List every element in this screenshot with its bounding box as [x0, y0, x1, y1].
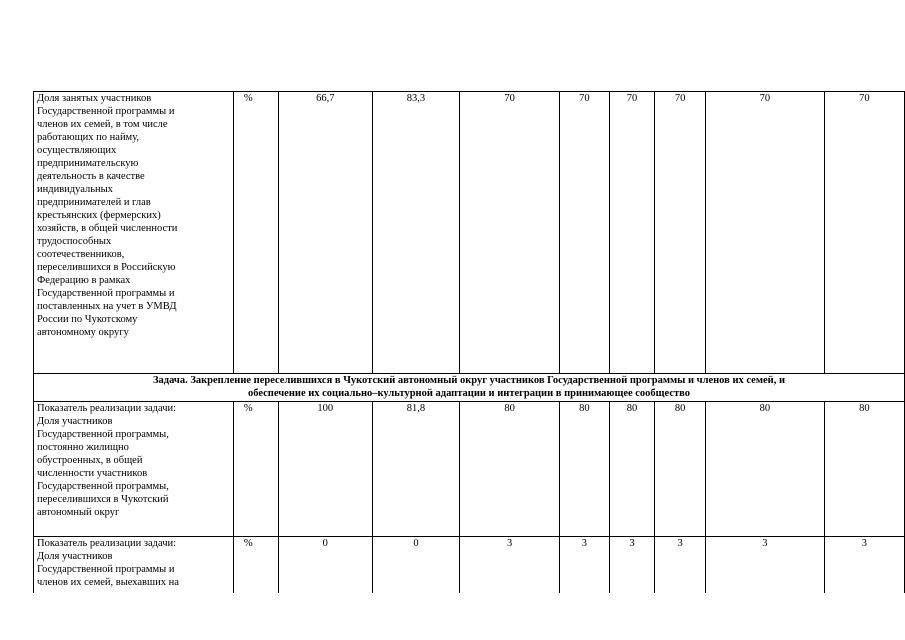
task-heading [34, 374, 905, 402]
value-cell: 83,3 [372, 92, 459, 374]
indicator-description [34, 537, 234, 593]
text-line: Показатель реализации задачи: [37, 403, 177, 414]
value-cell: 70 [560, 92, 610, 374]
text-line: Доля участников [37, 416, 113, 427]
value-cell: 70 [655, 92, 706, 374]
text-line: Федерацию в рамках [37, 275, 131, 286]
text-line: хозяйств, в общей численности [37, 223, 178, 234]
text-line: Доля участников [37, 551, 113, 562]
text-line: численности участников [37, 468, 148, 479]
value-cell: 3 [460, 537, 560, 593]
value-cell: 0 [278, 537, 372, 593]
text-line: обустроенных, в общей [37, 455, 143, 466]
value-cell: 80 [560, 402, 610, 537]
value-cell: 3 [655, 537, 706, 593]
value-cell: 3 [560, 537, 610, 593]
text-line: крестьянских (фермерских) [37, 210, 161, 221]
text-line: России по Чукотскому [37, 314, 138, 325]
text-line: работающих по найму, [37, 132, 140, 143]
text-line: автономный округ [37, 507, 120, 518]
value-cell: 70 [705, 92, 824, 374]
value-cell: 80 [705, 402, 824, 537]
unit-cell: % [233, 402, 278, 537]
text-line: автономному округу [37, 327, 129, 338]
table-row [34, 402, 905, 537]
table-row [34, 537, 905, 593]
table-row [34, 92, 905, 374]
text-line: предпринимателей и глав [37, 197, 151, 208]
value-cell: 70 [824, 92, 904, 374]
text-line: членов их семей, выехавших на [37, 577, 179, 588]
unit-cell: % [233, 92, 278, 374]
value-cell: 80 [460, 402, 560, 537]
task-row [34, 374, 905, 402]
text-line: Показатель реализации задачи: [37, 538, 177, 549]
value-cell: 100 [278, 402, 372, 537]
text-line: переселившихся в Российскую [37, 262, 176, 273]
value-cell: 3 [609, 537, 655, 593]
indicators-table [33, 91, 905, 593]
indicator-description [34, 402, 234, 537]
text-line: соотечественников, [37, 249, 125, 260]
value-cell: 66,7 [278, 92, 372, 374]
value-cell: 70 [460, 92, 560, 374]
text-line: предпринимательскую [37, 158, 139, 169]
text-line: Доля занятых участников [37, 93, 152, 104]
text-line: Государственной программы и [37, 106, 175, 117]
text-line: Государственной программы и [37, 288, 175, 299]
value-cell: 0 [372, 537, 459, 593]
unit-cell: % [233, 537, 278, 593]
value-cell: 81,8 [372, 402, 459, 537]
value-cell: 3 [824, 537, 904, 593]
value-cell: 80 [655, 402, 706, 537]
text-line: Государственной программы, [37, 481, 169, 492]
value-cell: 80 [609, 402, 655, 537]
text-line: Государственной программы и [37, 564, 175, 575]
value-cell: 70 [609, 92, 655, 374]
task-heading-line: Задача. Закрепление переселившихся в Чукотский автономный округ участников Государственной программы и членов их семей, и [152, 375, 786, 386]
text-line: деятельность в качестве [37, 171, 145, 182]
value-cell: 80 [824, 402, 904, 537]
value-cell: 3 [705, 537, 824, 593]
text-line: трудоспособных [37, 236, 112, 247]
indicator-description [34, 92, 234, 374]
text-line: Государственной программы, [37, 429, 169, 440]
text-line: поставленных на учет в УМВД [37, 301, 177, 312]
text-line: переселившихся в Чукотский [37, 494, 169, 505]
text-line: индивидуальных [37, 184, 113, 195]
task-heading-line: обеспечение их социально–культурной адаптации и интеграции в принимающее сообщество [248, 388, 690, 399]
text-line: членов их семей, в том числе [37, 119, 168, 130]
text-line: постоянно жилищно [37, 442, 129, 453]
text-line: осуществляющих [37, 145, 117, 156]
